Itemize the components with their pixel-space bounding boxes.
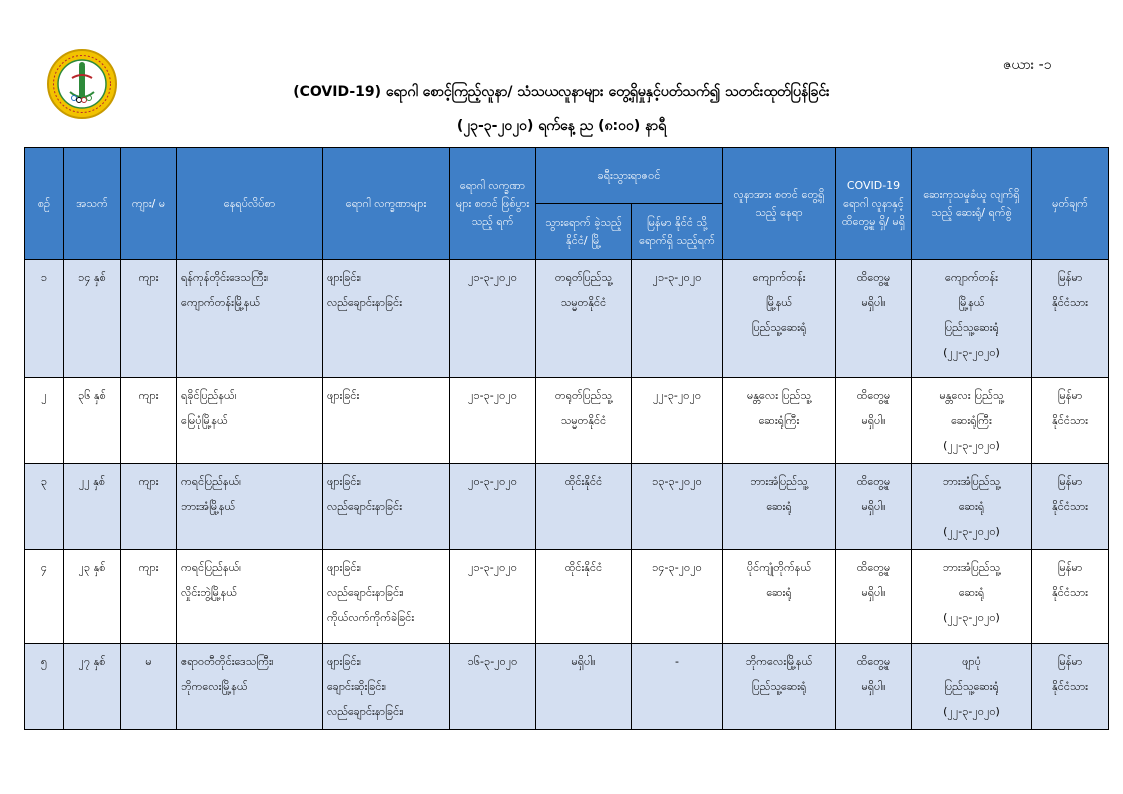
cell-contact [836, 644, 912, 730]
table-row [25, 378, 1109, 464]
cell-no: ၂ [25, 378, 64, 464]
cell-contact [836, 260, 912, 378]
cell-onset: ၂၁-၃-၂၀၂၀ [450, 378, 536, 464]
annex-label: ဇယား -၁ [1003, 57, 1052, 73]
table-row [25, 644, 1109, 730]
cell-sex: မ [121, 644, 177, 730]
cell-first-found [723, 260, 836, 378]
cell-address-line: လှိုင်းဘွဲ့မြို့နယ် [181, 586, 237, 599]
header-sex: ကျား/ မ [121, 148, 177, 260]
cell-remark-line: နိုင်ငံသား [1052, 680, 1088, 693]
cell-address-line: ဘိုကလေးမြို့နယ် [181, 680, 248, 693]
cell-current-hospital-line: (၂၂-၃-၂၀၂၀) [943, 346, 1000, 359]
header-age: အသက် [64, 148, 121, 260]
cell-remark-line: နိုင်ငံသား [1052, 296, 1088, 309]
cell-current-hospital-line: ဆေးရုံ [958, 586, 985, 599]
cell-travel-from-line: တရုတ်ပြည်သူ့ [554, 271, 613, 284]
cell-remark [1032, 378, 1109, 464]
cell-first-found-line: မြို့နယ် [765, 296, 793, 309]
cell-contact-line: ထိတွေ့မှု [856, 475, 891, 488]
cell-contact [836, 464, 912, 550]
cell-travel-from [536, 550, 632, 644]
cell-symptoms-line: ဖျားခြင်း၊ [327, 561, 362, 574]
cell-first-found-line: မန္တလေး ပြည်သူ့ [747, 389, 811, 402]
cell-onset: ၂၀-၃-၂၀၂၀ [450, 464, 536, 550]
cell-age: ၂၇ နှစ် [64, 644, 121, 730]
cell-current-hospital [912, 550, 1032, 644]
cell-remark [1032, 644, 1109, 730]
cell-first-found [723, 378, 836, 464]
cell-address [177, 550, 323, 644]
cell-first-found [723, 550, 836, 644]
cell-remark-line: မြန်မာ [1057, 389, 1083, 402]
cell-arrival: ၁၃-၃-၂၀၂၀ [632, 464, 723, 550]
cell-symptoms-line: ကိုယ်လက်ကိုက်ခဲခြင်း [327, 611, 415, 624]
cell-sex: ကျား [121, 464, 177, 550]
cell-contact-line: မရှိပါ။ [861, 680, 886, 693]
cell-symptoms-line: လည်ချောင်းနာခြင်း [327, 296, 402, 309]
cell-contact [836, 378, 912, 464]
cell-current-hospital [912, 378, 1032, 464]
header-onset: ရောဂါ လက္ခဏာများ စတင် ဖြစ်ပွားသည့် ရက် [450, 148, 536, 260]
cell-symptoms-line: လည်ချောင်းနာခြင်း၊ [327, 586, 404, 599]
header-symptoms: ရောဂါ လက္ခဏာများ [323, 148, 450, 260]
cell-age: ၂၃ နှစ် [64, 550, 121, 644]
cell-symptoms-line: ဖျားခြင်း [327, 389, 360, 402]
cell-travel-from [536, 378, 632, 464]
cell-contact-line: ထိတွေ့မှု [856, 271, 891, 284]
cell-remark-line: မြန်မာ [1057, 655, 1083, 668]
cell-arrival: ၁၄-၃-၂၀၂၀ [632, 550, 723, 644]
cell-symptoms [323, 378, 450, 464]
cell-remark [1032, 464, 1109, 550]
cell-sex: ကျား [121, 550, 177, 644]
header-remark: မှတ်ချက် [1032, 148, 1109, 260]
cell-address-line: ကျောက်တန်းမြို့နယ် [181, 296, 261, 309]
table-row [25, 464, 1109, 550]
page-title: (COVID-19) ရောဂါ စောင့်ကြည့်လူနာ/ သံသယလူနာများ တွေ့ရှိမှုနှင့်ပတ်သက်၍ သတင်းထုတ်ပြန်ခြင်း [293, 84, 830, 100]
cell-address-line: ရခိုင်ပြည်နယ်၊ [181, 389, 237, 402]
cell-first-found-line: ပြည်သူ့ဆေးရုံ [751, 680, 807, 693]
header-current-hospital: ဆေးကုသမှုခံယူ လျက်ရှိသည့် ဆေးရုံ/ ရက်စွဲ [912, 148, 1032, 260]
cell-address-line: ကရင်ပြည်နယ်၊ [181, 561, 242, 574]
header-address: နေရပ်လိပ်စာ [177, 148, 323, 260]
header-no: စဉ် [25, 148, 64, 260]
cell-contact-line: မရှိပါ။ [861, 414, 886, 427]
cell-first-found-line: ဘားအံပြည်သူ့ [750, 475, 808, 488]
cell-current-hospital-line: ဖျာပုံ [962, 655, 981, 668]
cases-table [24, 147, 1109, 730]
cell-contact-line: ထိတွေ့မှု [856, 389, 891, 402]
cell-current-hospital-line: (၂၂-၃-၂၀၂၀) [943, 525, 1000, 538]
cell-current-hospital-line: ဆေးရုံကြီး [951, 414, 992, 427]
cell-address-line: ဘားအံမြို့နယ် [181, 500, 236, 513]
cell-current-hospital [912, 260, 1032, 378]
cell-remark-line: နိုင်ငံသား [1052, 414, 1088, 427]
cell-travel-from-line: မရှိပါ။ [571, 655, 596, 668]
cell-address-line: ဧရာဝတီတိုင်းဒေသကြီး၊ [181, 655, 274, 668]
header-first-found: လူနာအား စတင် တွေ့ရှိသည့် နေရာ [723, 148, 836, 260]
cell-arrival: ၂၁-၃-၂၀၂၀ [632, 260, 723, 378]
cell-contact-line: မရှိပါ။ [861, 586, 886, 599]
cell-address-line: မြေပုံမြို့နယ် [181, 414, 228, 427]
cell-no: ၃ [25, 464, 64, 550]
cell-remark-line: မြန်မာ [1057, 561, 1083, 574]
cell-remark-line: မြန်မာ [1057, 475, 1083, 488]
cell-first-found-line: ပြည်သူ့ဆေးရုံ [751, 321, 807, 334]
page-subtitle: (၂၃-၃-၂၀၂၀) ရက်နေ့ ည (၈:၀၀) နာရီ [456, 118, 667, 134]
cell-current-hospital [912, 644, 1032, 730]
cell-remark-line: မြန်မာ [1057, 271, 1083, 284]
cell-current-hospital-line: ဘားအံပြည်သူ့ [942, 475, 1001, 488]
cell-current-hospital-line: မန္တလေး ပြည်သူ့ [939, 389, 1004, 402]
cell-contact-line: ထိတွေ့မှု [856, 655, 891, 668]
cell-onset: ၁၆-၃-၂၀၂၀ [450, 644, 536, 730]
cell-travel-from-line: သမ္မတနိုင်ငံ [560, 414, 607, 427]
cell-first-found-line: ဆေးရုံ [766, 586, 792, 599]
cell-symptoms [323, 260, 450, 378]
cell-travel-from-line: ထိုင်းနိုင်ငံ [564, 561, 603, 574]
cell-first-found-line: ဘိုကလေးမြို့နယ် [745, 655, 813, 668]
cell-address-line: ရန်ကုန်တိုင်းဒေသကြီး၊ [181, 271, 269, 284]
cell-contact-line: မရှိပါ။ [861, 500, 886, 513]
cell-current-hospital-line: ဘားအံပြည်သူ့ [942, 561, 1001, 574]
cell-first-found-line: ဆေးရုံကြီး [758, 414, 800, 427]
cell-onset: ၂၁-၃-၂၀၂၀ [450, 260, 536, 378]
cell-current-hospital-line: (၂၂-၃-၂၀၂၀) [943, 611, 1000, 624]
cell-symptoms-line: ဖျားခြင်း၊ [327, 655, 362, 668]
cell-age: ၂၂ နှစ် [64, 464, 121, 550]
cell-arrival: - [632, 644, 723, 730]
cell-address [177, 378, 323, 464]
cell-travel-from [536, 644, 632, 730]
header-travel-from: သွားရောက် ခဲ့သည့် နိုင်ငံ/ မြို့ [536, 204, 632, 260]
cell-first-found-line: ဆေးရုံ [766, 500, 792, 513]
cell-no: ၁ [25, 260, 64, 378]
cell-onset: ၂၁-၃-၂၀၂၀ [450, 550, 536, 644]
cell-travel-from [536, 260, 632, 378]
cell-contact [836, 550, 912, 644]
cell-symptoms-line: ချောင်းဆိုးခြင်း၊ [327, 680, 386, 693]
cell-symptoms-line: ဖျားခြင်း၊ [327, 271, 362, 284]
cell-current-hospital-line: (၂၂-၃-၂၀၂၀) [943, 439, 1000, 452]
cell-current-hospital-line: (၂၂-၃-၂၀၂၀) [943, 705, 1000, 718]
cell-travel-from [536, 464, 632, 550]
cell-current-hospital-line: ပြည်သူ့ဆေးရုံ [944, 321, 999, 334]
cell-current-hospital-line: မြို့နယ် [958, 296, 985, 309]
cell-first-found [723, 644, 836, 730]
cell-travel-from-line: တရုတ်ပြည်သူ့ [554, 389, 613, 402]
cell-arrival: ၂၂-၃-၂၀၂၀ [632, 378, 723, 464]
cell-no: ၄ [25, 550, 64, 644]
header-travel-history: ခရီးသွားရာဇဝင် [536, 148, 723, 204]
table-row [25, 550, 1109, 644]
cell-symptoms-line: ဖျားခြင်း၊ [327, 475, 362, 488]
cell-remark [1032, 260, 1109, 378]
cell-address [177, 260, 323, 378]
cell-remark-line: နိုင်ငံသား [1052, 586, 1088, 599]
cell-current-hospital-line: ကျောက်တန်း [945, 271, 998, 284]
cell-symptoms-line: လည်ချောင်းနာခြင်း၊ [327, 705, 404, 718]
cell-symptoms [323, 550, 450, 644]
cell-symptoms [323, 464, 450, 550]
cell-age: ၁၄ နှစ် [64, 260, 121, 378]
cell-symptoms [323, 644, 450, 730]
cell-remark [1032, 550, 1109, 644]
cell-no: ၅ [25, 644, 64, 730]
cell-first-found [723, 464, 836, 550]
cell-remark-line: နိုင်ငံသား [1052, 500, 1088, 513]
header-contact: COVID-19 ရောဂါ လူနာနှင့် ထိတွေ့မှု ရှိ/ မရှိ [836, 148, 912, 260]
cell-symptoms-line: လည်ချောင်းနာခြင်း [327, 500, 402, 513]
header-arrival: မြန်မာ နိုင်ငံ သို့ ရောက်ရှိ သည့်ရက် [632, 204, 723, 260]
cell-travel-from-line: သမ္မတနိုင်ငံ [560, 296, 607, 309]
cell-address [177, 464, 323, 550]
cell-sex: ကျား [121, 378, 177, 464]
cell-contact-line: ထိတွေ့မှု [856, 561, 891, 574]
cell-age: ၃၆ နှစ် [64, 378, 121, 464]
cell-address-line: ကရင်ပြည်နယ်၊ [181, 475, 242, 488]
cell-address [177, 644, 323, 730]
cell-first-found-line: ကျောက်တန်း [752, 271, 806, 284]
cell-travel-from-line: ထိုင်းနိုင်ငံ [564, 475, 603, 488]
cell-sex: ကျား [121, 260, 177, 378]
cell-current-hospital [912, 464, 1032, 550]
cell-first-found-line: ပိုင်ကျုံတိုက်နယ် [746, 561, 812, 574]
table-row [25, 260, 1109, 378]
cell-contact-line: မရှိပါ။ [861, 296, 886, 309]
cell-current-hospital-line: ပြည်သူ့ဆေးရုံ [944, 680, 999, 693]
cell-current-hospital-line: ဆေးရုံ [958, 500, 985, 513]
